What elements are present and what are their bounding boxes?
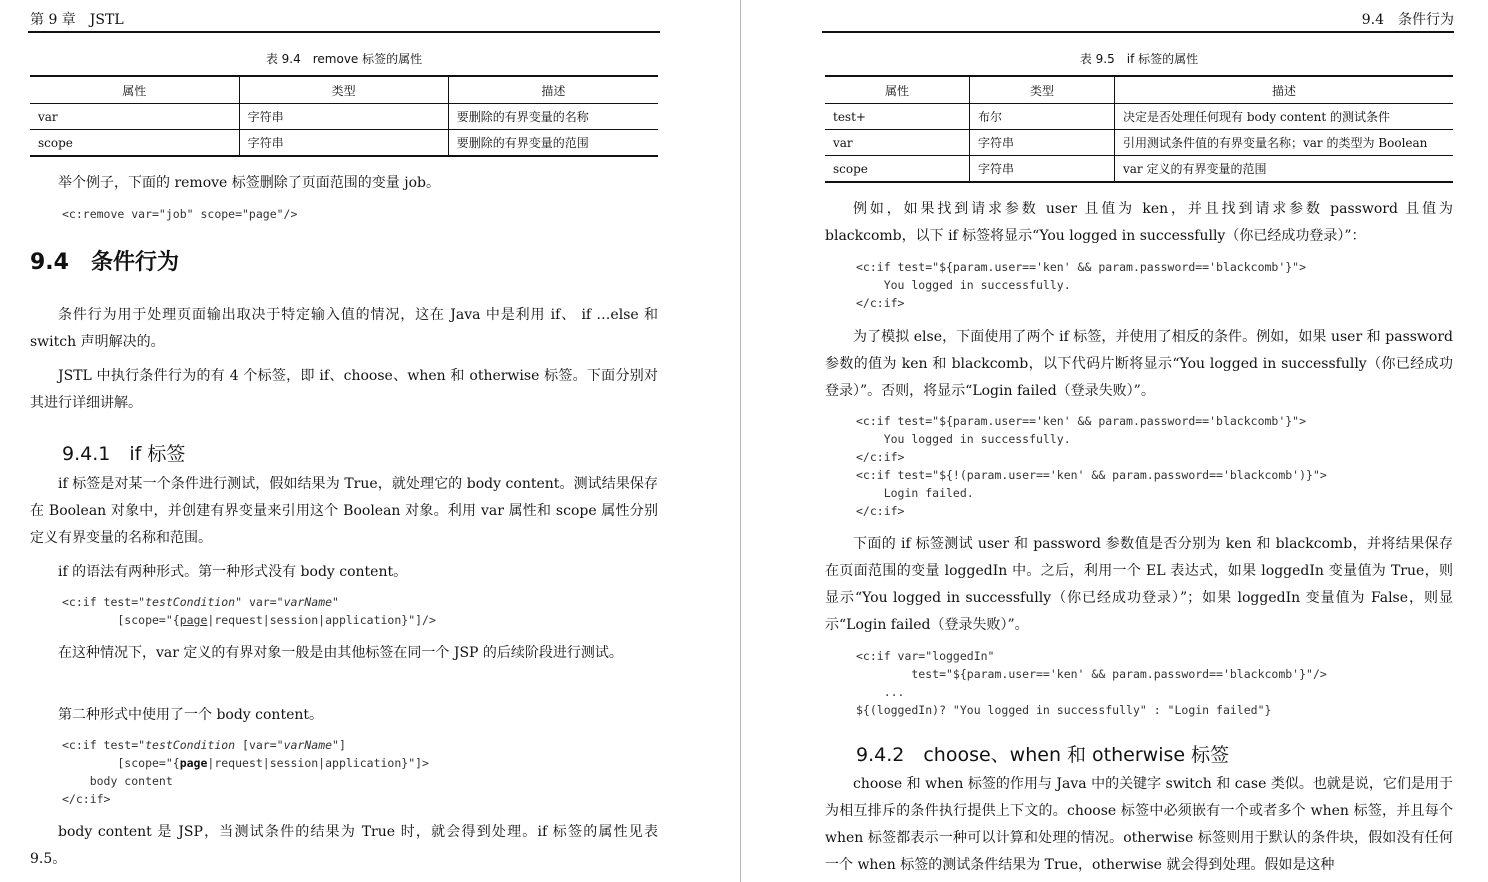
table-cell: 字符串 bbox=[970, 130, 1115, 156]
page-header-section: 9.4 条件行为 bbox=[1361, 12, 1454, 28]
table-header-row bbox=[30, 76, 658, 104]
table-header-cell: 类型 bbox=[239, 76, 448, 104]
table-cell: var bbox=[825, 130, 970, 156]
header-rule bbox=[822, 31, 1454, 33]
if-attributes-table bbox=[825, 75, 1453, 183]
paragraph: 举个例子，下面的 remove 标签删除了页面范围的变量 job。 bbox=[58, 175, 440, 191]
code-block: <c:if var="loggedIn" test="${param.user=='ken' && param.password=='blackcomb'}"/> ... ${(loggedIn)? "You logged in successfully" : "Login failed"} bbox=[856, 649, 1327, 717]
table-cell: 字符串 bbox=[970, 156, 1115, 183]
paragraph: if 的语法有两种形式。第一种形式没有 body content。 bbox=[58, 564, 408, 580]
code-block: <c:if test="testCondition" var="varName" [scope="{page|request|session|application}"]/> bbox=[62, 595, 436, 627]
paragraph: choose 和 when 标签的作用与 Java 中的关键字 switch 和 case 类似。也就是说，它们是用于为相互排斥的条件执行提供上下文的。choose 标签中必须嵌有一个或者多个 when 标签，并且每个 when 标签都表示一种可以计算和处理的情况。otherwise 标签则用于默认的条件块，假如没有任何一个 when 标签的测试条件结果为 True，otherwise 就会得到处理。假如是这种 bbox=[825, 776, 1453, 873]
table-header-cell: 属性 bbox=[30, 76, 239, 104]
table-row bbox=[30, 104, 658, 130]
code-block: <c:remove var="job" scope="page"/> bbox=[62, 207, 298, 221]
table-header-cell: 类型 bbox=[970, 76, 1115, 104]
table-header-cell: 描述 bbox=[448, 76, 658, 104]
paragraph: JSTL 中执行条件行为的有 4 个标签，即 if、choose、when 和 otherwise 标签。下面分别对其进行详细讲解。 bbox=[30, 368, 658, 411]
table-cell: 引用测试条件值的有界变量名称；var 的类型为 Boolean bbox=[1115, 130, 1454, 156]
right-page bbox=[742, 0, 1488, 882]
table-caption: 表 9.5 if 标签的属性 bbox=[1079, 52, 1199, 66]
table-cell: test+ bbox=[825, 104, 970, 130]
table-row bbox=[825, 156, 1453, 183]
table-cell: 字符串 bbox=[239, 104, 448, 130]
header-rule bbox=[28, 31, 660, 33]
table-cell: scope bbox=[30, 130, 239, 157]
table-cell: 决定是否处理任何现有 body content 的测试条件 bbox=[1115, 104, 1454, 130]
paragraph: body content 是 JSP，当测试条件的结果为 True 时，就会得到处理。if 标签的属性见表 9.5。 bbox=[30, 824, 658, 867]
table-row bbox=[30, 130, 658, 157]
paragraph: 例如，如果找到请求参数 user 且值为 ken，并且找到请求参数 password 且值为 blackcomb，以下 if 标签将显示“You logged in successfully（你已经成功登录）”： bbox=[825, 201, 1453, 244]
page-divider bbox=[740, 0, 741, 882]
table-header-row bbox=[825, 76, 1453, 104]
left-page bbox=[0, 0, 740, 882]
paragraph: 第二种形式中使用了一个 body content。 bbox=[58, 707, 324, 723]
table-cell: 要删除的有界变量的名称 bbox=[448, 104, 658, 130]
remove-attributes-table bbox=[30, 75, 658, 157]
table-caption: 表 9.4 remove 标签的属性 bbox=[265, 52, 423, 66]
table-cell: 字符串 bbox=[239, 130, 448, 157]
page-header-chapter: 第 9 章 JSTL bbox=[30, 12, 124, 28]
table-cell: var bbox=[30, 104, 239, 130]
table-header-cell: 属性 bbox=[825, 76, 970, 104]
paragraph: 为了模拟 else，下面使用了两个 if 标签，并使用了相反的条件。例如，如果 user 和 password 参数的值为 ken 和 blackcomb，以下代码片断将显示“You logged in successfully（你已经成功登录）”。否则，将显示“Login failed（登录失败）”。 bbox=[825, 329, 1453, 399]
table-cell: 布尔 bbox=[970, 104, 1115, 130]
table-cell: scope bbox=[825, 156, 970, 183]
code-block: <c:if test="${param.user=='ken' && param.password=='blackcomb'}"> You logged in successfully. </c:if> <c:if test="${!(param.user=='ken' && param.password=='blackcomb')}"> Login failed. </c:if> bbox=[856, 414, 1327, 518]
paragraph: if 标签是对某一个条件进行测试，假如结果为 True，就处理它的 body content。测试结果保存在 Boolean 对象中，并创建有界变量来引用这个 Boolean 对象。利用 var 属性和 scope 属性分别定义有界变量的名称和范围。 bbox=[30, 476, 658, 546]
table-header-cell: 描述 bbox=[1115, 76, 1454, 104]
table-cell: var 定义的有界变量的范围 bbox=[1115, 156, 1454, 183]
code-block: <c:if test="${param.user=='ken' && param.password=='blackcomb'}"> You logged in successfully. </c:if> bbox=[856, 260, 1307, 310]
table-row bbox=[825, 104, 1453, 130]
section-title: 9.4 条件行为 bbox=[30, 250, 179, 275]
code-block: <c:if test="testCondition [var="varName"] [scope="{page|request|session|application}"]> body content </c:if> bbox=[62, 738, 429, 806]
subsection-title: 9.4.2 choose、when 和 otherwise 标签 bbox=[856, 744, 1230, 766]
table-row bbox=[825, 130, 1453, 156]
table-cell: 要删除的有界变量的范围 bbox=[448, 130, 658, 157]
subsection-title: 9.4.1 if 标签 bbox=[62, 443, 186, 465]
paragraph: 在这种情况下，var 定义的有界对象一般是由其他标签在同一个 JSP 的后续阶段进行测试。 bbox=[58, 645, 623, 661]
paragraph: 下面的 if 标签测试 user 和 password 参数值是否分别为 ken 和 blackcomb，并将结果保存在页面范围的变量 loggedIn 中。之后，利用一个 EL 表达式，如果 loggedIn 变量值为 True，则显示“You logged in successfully（你已经成功登录）”；如果 loggedIn 变量值为 False，则显示“Login failed（登录失败）”。 bbox=[825, 536, 1453, 633]
paragraph: 条件行为用于处理页面输出取决于特定输入值的情况，这在 Java 中是利用 if、 if …else 和 switch 声明解决的。 bbox=[30, 307, 658, 350]
